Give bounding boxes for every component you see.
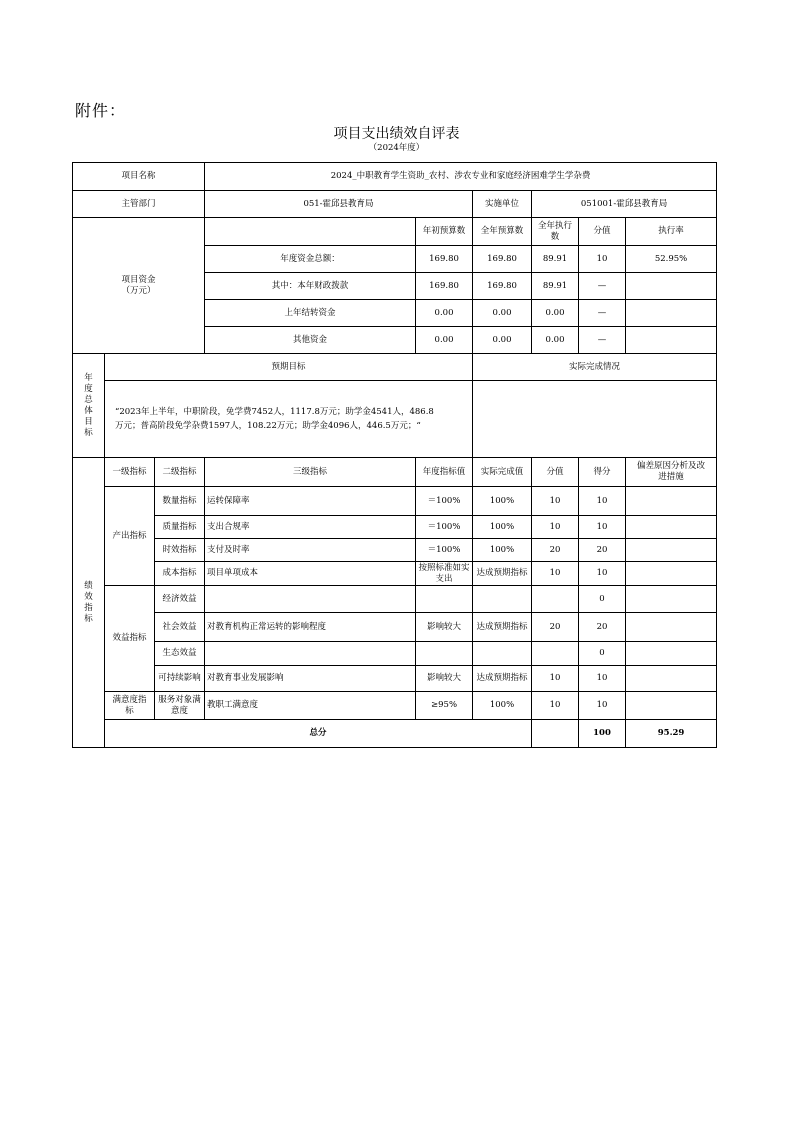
indicator-deviation (626, 586, 717, 613)
total-row (73, 720, 717, 748)
form-year: （2024年度） (368, 143, 425, 153)
indicator-row (73, 487, 717, 516)
indicator-l3: 支付及时率 (205, 539, 416, 562)
indicator-header: 实际完成值 (473, 458, 532, 487)
indicator-weight: 20 (532, 613, 579, 642)
deviation-header-line2: 进措施 (658, 472, 684, 482)
actual-goal-header: 实际完成情况 (473, 354, 717, 381)
funds-header: 全年执行数 (532, 218, 579, 246)
indicator-header: 年度指标值 (416, 458, 473, 487)
goals-side-char: 度 (84, 383, 93, 394)
indicator-deviation (626, 516, 717, 539)
indicator-target: ≥95% (416, 692, 473, 720)
indicator-score: 20 (579, 539, 626, 562)
indicator-row (73, 666, 717, 692)
indicators-side-char: 标 (84, 613, 93, 624)
indicator-weight: 10 (532, 562, 579, 586)
funds-cell: — (579, 327, 626, 354)
indicator-deviation (626, 692, 717, 720)
funds-header: 全年预算数 (473, 218, 532, 246)
indicator-deviation (626, 562, 717, 586)
funds-header: 执行率 (626, 218, 717, 246)
indicator-l2: 经济效益 (155, 586, 205, 613)
deviation-header (626, 458, 717, 487)
funds-cell: 89.91 (532, 273, 579, 300)
indicator-l3: 运转保障率 (205, 487, 416, 516)
indicator-target: 按照标准如实支出 (416, 562, 473, 586)
indicator-weight (532, 642, 579, 666)
indicator-target: ＝100% (416, 539, 473, 562)
impl-value: 051001-霍邱县教育局 (532, 191, 717, 218)
total-weight: 100 (579, 720, 626, 748)
indicator-row (73, 613, 717, 642)
indicator-score: 20 (579, 613, 626, 642)
funds-header: 年初预算数 (416, 218, 473, 246)
group-satisfaction (105, 692, 155, 720)
goals-side-char: 总 (84, 394, 93, 405)
indicator-weight: 10 (532, 666, 579, 692)
indicator-l2: 成本指标 (155, 562, 205, 586)
indicator-weight: 10 (532, 516, 579, 539)
indicator-deviation (626, 613, 717, 642)
funds-cell: 169.80 (473, 273, 532, 300)
funds-cell: 0.00 (532, 327, 579, 354)
goals-content-row (73, 381, 717, 458)
indicator-score: 10 (579, 516, 626, 539)
indicator-weight: 10 (532, 692, 579, 720)
form-title: 项目支出绩效自评表 (333, 126, 460, 142)
goals-header-row (73, 354, 717, 381)
indicator-l3: 对教育事业发展影响 (205, 666, 416, 692)
group-satisfaction-line1: 满意度指 (112, 694, 147, 705)
funds-cell: 169.80 (473, 246, 532, 273)
project-name-value: 2024_中职教育学生资助_农村、涉农专业和家庭经济困难学生学杂费 (205, 163, 717, 191)
funds-cell (626, 300, 717, 327)
funds-cell (626, 327, 717, 354)
indicator-target (416, 642, 473, 666)
indicator-actual (473, 642, 532, 666)
indicator-deviation (626, 487, 717, 516)
funds-row-name: 其他资金 (205, 327, 416, 354)
group-satisfaction-line2: 标 (125, 705, 134, 716)
indicator-actual: 100% (473, 692, 532, 720)
self-evaluation-table (72, 162, 717, 748)
indicator-score: 10 (579, 487, 626, 516)
dept-value: 051-霍邱县教育局 (205, 191, 473, 218)
expected-goal-line1: “2023年上半年，中职阶段，免学费7452人，1117.8万元；助学金4541人，486.8 (115, 407, 434, 417)
indicator-row (73, 516, 717, 539)
funds-label-line2: （万元） (121, 285, 156, 296)
indicator-row (73, 692, 717, 720)
funds-cell: 52.95% (626, 246, 717, 273)
funds-cell: 10 (579, 246, 626, 273)
indicator-actual (473, 586, 532, 613)
funds-cell: 169.80 (416, 273, 473, 300)
funds-header: 分值 (579, 218, 626, 246)
indicator-weight: 10 (532, 487, 579, 516)
goals-side-char: 标 (84, 427, 93, 438)
indicator-weight: 20 (532, 539, 579, 562)
indicator-score: 0 (579, 642, 626, 666)
indicator-actual: 达成预期指标 (473, 562, 532, 586)
funds-cell (626, 273, 717, 300)
funds-label (73, 218, 205, 354)
total-label: 总分 (105, 720, 532, 748)
goals-side-char: 体 (84, 405, 93, 416)
funds-label-line1: 项目资金 (121, 274, 156, 285)
expected-goal-text (105, 381, 473, 458)
indicator-l2: 质量指标 (155, 516, 205, 539)
indicator-l2: 生态效益 (155, 642, 205, 666)
indicator-l2: 服务对象满意度 (155, 692, 205, 720)
actual-goal-text (473, 381, 717, 458)
funds-blank-header (205, 218, 416, 246)
indicators-side-label (73, 458, 105, 748)
indicator-header: 得分 (579, 458, 626, 487)
indicator-l2: 社会效益 (155, 613, 205, 642)
indicators-side-char: 指 (84, 602, 93, 613)
funds-cell: 0.00 (416, 327, 473, 354)
deviation-header-line1: 偏差原因分析及改 (637, 461, 706, 471)
indicator-l2: 数量指标 (155, 487, 205, 516)
indicator-l3: 项目单项成本 (205, 562, 416, 586)
indicator-target: 影响较大 (416, 666, 473, 692)
indicator-header: 三级指标 (205, 458, 416, 487)
indicator-actual: 100% (473, 487, 532, 516)
funds-cell: 0.00 (416, 300, 473, 327)
indicator-deviation (626, 642, 717, 666)
indicator-score: 0 (579, 586, 626, 613)
indicator-weight (532, 586, 579, 613)
total-score: 95.29 (626, 720, 717, 748)
indicator-header: 分值 (532, 458, 579, 487)
group-output: 产出指标 (105, 487, 155, 586)
indicator-header-row (73, 458, 717, 487)
indicator-l2: 时效指标 (155, 539, 205, 562)
indicator-l3: 教职工满意度 (205, 692, 416, 720)
expected-goal-header: 预期目标 (105, 354, 473, 381)
indicator-score: 10 (579, 692, 626, 720)
indicators-side-char: 绩 (84, 580, 93, 591)
indicator-score: 10 (579, 562, 626, 586)
indicator-l2: 可持续影响 (155, 666, 205, 692)
indicator-actual: 达成预期指标 (473, 613, 532, 642)
indicator-l3: 对教育机构正常运转的影响程度 (205, 613, 416, 642)
indicator-header: 二级指标 (155, 458, 205, 487)
indicator-target: 影响较大 (416, 613, 473, 642)
funds-row-name: 其中：本年财政拨款 (205, 273, 416, 300)
funds-cell: — (579, 273, 626, 300)
funds-row-name: 年度资金总额： (205, 246, 416, 273)
goals-side-char: 目 (84, 416, 93, 427)
indicator-target: ＝100% (416, 516, 473, 539)
indicator-score: 10 (579, 666, 626, 692)
indicator-row (73, 539, 717, 562)
impl-label: 实施单位 (473, 191, 532, 218)
goals-side-char: 年 (84, 372, 93, 383)
indicator-row (73, 562, 717, 586)
goals-side-label (73, 354, 105, 458)
funds-cell: — (579, 300, 626, 327)
funds-cell: 0.00 (473, 300, 532, 327)
total-blank (532, 720, 579, 748)
indicator-deviation (626, 539, 717, 562)
indicator-row (73, 642, 717, 666)
indicator-target: ＝100% (416, 487, 473, 516)
indicator-target (416, 586, 473, 613)
indicator-deviation (626, 666, 717, 692)
indicator-l3 (205, 586, 416, 613)
funds-cell: 169.80 (416, 246, 473, 273)
indicator-row (73, 586, 717, 613)
funds-cell: 0.00 (532, 300, 579, 327)
indicator-header: 一级指标 (105, 458, 155, 487)
expected-goal-line2: 万元；普高阶段免学杂费1597人，108.22万元；助学金4096人，446.5万元；“ (115, 421, 421, 431)
department-row (73, 191, 717, 218)
indicator-actual: 100% (473, 516, 532, 539)
indicator-actual: 100% (473, 539, 532, 562)
attachment-label: 附件： (75, 101, 127, 120)
indicator-l3: 支出合规率 (205, 516, 416, 539)
funds-cell: 89.91 (532, 246, 579, 273)
project-name-label: 项目名称 (73, 163, 205, 191)
funds-header-row (73, 218, 717, 246)
indicators-side-char: 效 (84, 591, 93, 602)
funds-cell: 0.00 (473, 327, 532, 354)
indicator-l3 (205, 642, 416, 666)
funds-row-name: 上年结转资金 (205, 300, 416, 327)
dept-label: 主管部门 (73, 191, 205, 218)
group-benefit: 效益指标 (105, 586, 155, 692)
project-name-row (73, 163, 717, 191)
indicator-actual: 达成预期指标 (473, 666, 532, 692)
